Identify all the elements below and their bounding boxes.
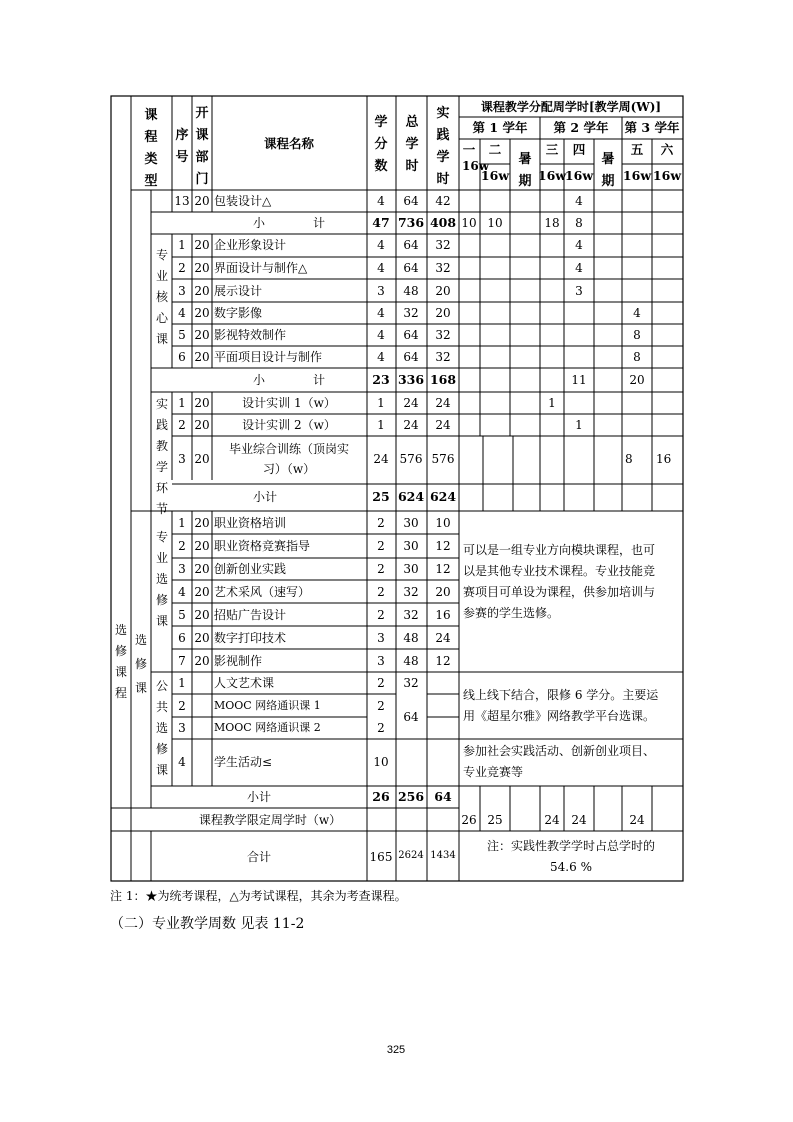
credits-cell: 24 xyxy=(373,452,389,466)
total-cell: 24 xyxy=(403,418,419,432)
total-cell: 48 xyxy=(403,654,419,668)
subtotal-total: 736 xyxy=(397,215,425,230)
total-cell: 30 xyxy=(403,562,419,576)
grand-total-note-line1: 注：实践性教学学时占总学时的 xyxy=(486,839,656,853)
subtotal-label: 小 计 xyxy=(252,216,326,230)
seq-cell: 7 xyxy=(178,654,186,668)
dept-cell: 20 xyxy=(194,539,210,553)
subtotal-label: 小 计 xyxy=(252,373,326,387)
total-cell: 64 xyxy=(403,350,419,364)
practice-cell: 576 xyxy=(431,452,455,466)
subtotal-sem5: 20 xyxy=(629,373,645,387)
credits-cell: 2 xyxy=(377,608,385,622)
subtotal-total: 624 xyxy=(397,489,425,504)
dept-cell: 20 xyxy=(194,306,210,320)
dept-cell: 20 xyxy=(194,194,210,208)
total-cell: 64 xyxy=(403,328,419,342)
page-number: 325 xyxy=(386,1044,406,1056)
subtotal-practice: 624 xyxy=(429,489,457,504)
practice-cell: 20 xyxy=(435,306,451,320)
dept-cell: 20 xyxy=(194,238,210,252)
dept-cell: 20 xyxy=(194,350,210,364)
course-name-cell: 数字影像 xyxy=(214,306,263,320)
course-name-cell: 人文艺术课 xyxy=(214,676,275,690)
header-total-hours: 总学时 xyxy=(405,115,419,174)
subtotal-total: 256 xyxy=(397,789,425,804)
practice-cell: 32 xyxy=(435,261,451,275)
note-line: 专业竞赛等 xyxy=(463,765,524,779)
credits-cell: 4 xyxy=(377,194,385,208)
activity-note xyxy=(463,741,655,783)
practice-cell: 24 xyxy=(435,418,451,432)
subtotal-label: 小计 xyxy=(252,490,278,504)
credits-cell: 3 xyxy=(377,284,385,298)
subtotal-practice: 408 xyxy=(429,215,457,230)
course-name-cell: 艺术采风（速写） xyxy=(214,585,311,599)
total-cell: 64 xyxy=(403,194,419,208)
credits-cell: 2 xyxy=(377,539,385,553)
credits-cell: 3 xyxy=(377,654,385,668)
seq-cell: 4 xyxy=(178,755,186,769)
subtotal-sem3: 18 xyxy=(544,216,560,230)
practice-cell: 12 xyxy=(435,539,451,553)
sem5-cell: 4 xyxy=(633,306,641,320)
sem3-cell: 1 xyxy=(548,396,556,410)
seq-cell: 3 xyxy=(178,562,186,576)
total-cell: 32 xyxy=(403,585,419,599)
course-name-cell: 影视特效制作 xyxy=(214,328,287,342)
practice-cell: 32 xyxy=(435,328,451,342)
course-name-cell: 设计实训 1（w） xyxy=(242,396,336,410)
seq-cell: 4 xyxy=(178,585,186,599)
seq-cell: 3 xyxy=(178,721,186,735)
seq-cell: 3 xyxy=(178,284,186,298)
dept-cell: 20 xyxy=(194,585,210,599)
seq-cell: 1 xyxy=(178,676,186,690)
footnote: 注 1：★为统考课程，△为考试课程，其余为考查课程。 xyxy=(110,889,407,903)
total-cell: 48 xyxy=(403,631,419,645)
credits-cell: 4 xyxy=(377,238,385,252)
note-line: 以是其他专业技术课程。专业技能竞 xyxy=(463,564,656,578)
practice-cell: 42 xyxy=(435,194,451,208)
practice-cell: 10 xyxy=(435,516,451,530)
course-name-cell: 设计实训 2（w） xyxy=(242,418,336,432)
header-sem-6: 六 xyxy=(660,142,674,157)
header-weeks-sem-5: 16w xyxy=(622,168,652,183)
header-vacation-2: 暑期 xyxy=(601,152,615,189)
grand-total-note-line2: 54.6 % xyxy=(550,860,592,874)
limit-sem2: 25 xyxy=(487,813,503,827)
header-credits: 学分数 xyxy=(374,115,388,174)
seq-cell: 1 xyxy=(178,396,186,410)
dept-cell: 20 xyxy=(194,452,210,466)
header-course-type: 课程类型 xyxy=(144,108,158,189)
subtotal-credits: 26 xyxy=(372,789,390,804)
pro-elective-group-label: 专业选修课 xyxy=(155,530,168,628)
header-weeks-sem-2: 16w xyxy=(480,168,510,183)
header-course-name: 课程名称 xyxy=(263,136,315,151)
header-weeks-sem-4: 16w xyxy=(564,168,594,183)
seq-cell: 13 xyxy=(174,194,190,208)
header-allocation-title: 课程教学分配周学时[教学周(W)] xyxy=(480,100,662,114)
seq-cell: 3 xyxy=(178,452,186,466)
course-name-cell: MOOC 网络通识课 1 xyxy=(214,699,321,712)
header-vacation-1: 暑期 xyxy=(518,152,532,189)
header-sem-1: 一 xyxy=(462,142,476,157)
note-line: 用《超星尔雅》网络教学平台选课。 xyxy=(463,709,656,723)
sem5-cell: 8 xyxy=(633,328,641,342)
course-name-cell: 界面设计与制作△ xyxy=(214,261,308,275)
course-name-cell: 数字打印技术 xyxy=(214,631,287,645)
grand-total-credits: 165 xyxy=(369,850,393,864)
practice-group-label: 实践教学环节 xyxy=(155,397,168,516)
note-line: 线上线下结合，限修 6 学分。主要运 xyxy=(463,688,659,702)
total-cell: 30 xyxy=(403,516,419,530)
total-cell: 48 xyxy=(403,284,419,298)
header-weeks-sem-1: 16w xyxy=(462,159,490,173)
credits-cell: 4 xyxy=(377,328,385,342)
dept-cell: 20 xyxy=(194,631,210,645)
merged-total-cell: 64 xyxy=(403,710,419,724)
course-name-cell: 展示设计 xyxy=(214,284,263,298)
core-group-label: 专业核心课 xyxy=(155,248,168,346)
note-line: 可以是一组专业方向模块课程，也可 xyxy=(463,543,656,557)
header-weeks-sem-3: 16w xyxy=(537,168,567,183)
header-sem-3: 三 xyxy=(545,142,559,157)
subtotal-sem4: 8 xyxy=(575,216,583,230)
total-cell: 576 xyxy=(399,452,423,466)
seq-cell: 2 xyxy=(178,699,186,713)
total-cell: 24 xyxy=(403,396,419,410)
total-cell: 64 xyxy=(403,261,419,275)
header-practice-hours: 实践学时 xyxy=(436,106,450,187)
seq-cell: 4 xyxy=(178,306,186,320)
dept-cell: 20 xyxy=(194,261,210,275)
practice-cell: 32 xyxy=(435,238,451,252)
total-cell: 64 xyxy=(403,238,419,252)
subtotal-label: 小计 xyxy=(246,790,272,804)
subtotal-credits: 23 xyxy=(372,372,390,387)
seq-cell: 5 xyxy=(178,328,186,342)
public-elective-group-label: 公共选修课 xyxy=(155,679,168,777)
seq-cell: 2 xyxy=(178,539,186,553)
grand-total-label: 合计 xyxy=(246,850,272,864)
seq-cell: 2 xyxy=(178,261,186,275)
subtotal-credits: 25 xyxy=(372,489,390,504)
practice-cell: 20 xyxy=(435,585,451,599)
dept-cell: 20 xyxy=(194,418,210,432)
elective-group-label: 选修课程 xyxy=(114,623,127,700)
header-dept: 开课部门 xyxy=(195,106,209,187)
total-cell: 30 xyxy=(403,539,419,553)
dept-cell: 20 xyxy=(194,562,210,576)
pro-elective-note xyxy=(463,540,655,624)
subtotal-sem1: 10 xyxy=(461,216,477,230)
course-name-cell-line1: 毕业综合训练（顶岗实 xyxy=(228,442,350,456)
dept-cell: 20 xyxy=(194,328,210,342)
course-name-cell: 创新创业实践 xyxy=(214,562,287,576)
seq-cell: 6 xyxy=(178,631,186,645)
sem4-cell: 4 xyxy=(575,194,583,208)
course-name-cell: 企业形象设计 xyxy=(214,238,287,252)
credits-cell: 2 xyxy=(377,676,385,690)
header-seq: 序号 xyxy=(175,128,189,165)
header-sem-4: 四 xyxy=(572,142,586,157)
section-heading: （二）专业教学周数 见表 11-2 xyxy=(110,916,305,932)
credits-cell: 2 xyxy=(377,585,385,599)
total-cell: 32 xyxy=(403,306,419,320)
subtotal-credits: 47 xyxy=(372,215,390,230)
credits-cell: 4 xyxy=(377,306,385,320)
sem5-cell: 8 xyxy=(625,452,633,466)
credits-cell: 4 xyxy=(377,261,385,275)
header-sem-2: 二 xyxy=(488,142,502,157)
note-line: 参加社会实践活动、创新创业项目、 xyxy=(463,744,656,758)
note-line: 参赛的学生选修。 xyxy=(463,606,560,620)
seq-cell: 1 xyxy=(178,516,186,530)
elective-sub-label: 选修课 xyxy=(134,633,147,695)
limit-sem1: 26 xyxy=(461,813,477,827)
course-name-cell: MOOC 网络通识课 2 xyxy=(214,721,321,734)
course-name-cell: 平面项目设计与制作 xyxy=(214,350,323,364)
practice-cell: 32 xyxy=(435,350,451,364)
course-name-cell-line2: 习）（w） xyxy=(262,462,316,476)
grand-total-hours: 2624 xyxy=(398,850,424,861)
course-name-cell: 招贴广告设计 xyxy=(214,608,287,622)
grand-total-practice: 1434 xyxy=(430,850,456,861)
credits-cell: 1 xyxy=(377,418,385,432)
subtotal-total: 336 xyxy=(397,372,425,387)
practice-cell: 12 xyxy=(435,654,451,668)
header-sem-5: 五 xyxy=(630,142,644,157)
practice-cell: 20 xyxy=(435,284,451,298)
course-name-cell: 职业资格培训 xyxy=(214,516,287,530)
practice-cell: 16 xyxy=(435,608,451,622)
course-name-cell: 职业资格竞赛指导 xyxy=(214,539,311,553)
sem4-cell: 1 xyxy=(575,418,583,432)
total-cell: 32 xyxy=(403,676,419,690)
course-name-cell: 学生活动≤ xyxy=(214,755,273,769)
credits-cell: 2 xyxy=(377,516,385,530)
course-name-cell: 包装设计△ xyxy=(214,194,272,208)
credits-cell: 4 xyxy=(377,350,385,364)
subtotal-sem2: 10 xyxy=(487,216,503,230)
header-year-1: 第 1 学年 xyxy=(472,120,528,135)
dept-cell: 20 xyxy=(194,516,210,530)
credits-cell: 2 xyxy=(377,721,385,735)
header-weeks-sem-6: 16w xyxy=(652,168,682,183)
limit-sem5: 24 xyxy=(629,813,645,827)
header-year-3: 第 3 学年 xyxy=(624,120,680,135)
note-line: 赛项目可单设为课程，供参加培训与 xyxy=(463,585,656,599)
limit-sem4: 24 xyxy=(571,813,587,827)
sem5-cell: 8 xyxy=(633,350,641,364)
credits-cell: 2 xyxy=(377,699,385,713)
seq-cell: 1 xyxy=(178,238,186,252)
credits-cell: 2 xyxy=(377,562,385,576)
practice-cell: 12 xyxy=(435,562,451,576)
seq-cell: 6 xyxy=(178,350,186,364)
dept-cell: 20 xyxy=(194,608,210,622)
dept-cell: 20 xyxy=(194,284,210,298)
credits-cell: 10 xyxy=(373,755,389,769)
public-elective-note xyxy=(463,685,658,727)
total-cell: 32 xyxy=(403,608,419,622)
credits-cell: 1 xyxy=(377,396,385,410)
weekly-limit-label: 课程教学限定周学时（w） xyxy=(198,813,342,827)
subtotal-practice: 64 xyxy=(434,789,452,804)
subtotal-practice: 168 xyxy=(429,372,457,387)
seq-cell: 5 xyxy=(178,608,186,622)
practice-cell: 24 xyxy=(435,396,451,410)
seq-cell: 2 xyxy=(178,418,186,432)
course-name-cell: 影视制作 xyxy=(214,654,263,668)
dept-cell: 20 xyxy=(194,654,210,668)
sem6-cell: 16 xyxy=(656,452,672,466)
practice-cell: 24 xyxy=(435,631,451,645)
limit-sem3: 24 xyxy=(544,813,560,827)
subtotal-sem4: 11 xyxy=(571,373,587,387)
sem4-cell: 4 xyxy=(575,238,583,252)
header-year-2: 第 2 学年 xyxy=(553,120,609,135)
credits-cell: 3 xyxy=(377,631,385,645)
sem4-cell: 4 xyxy=(575,261,583,275)
sem4-cell: 3 xyxy=(575,284,583,298)
dept-cell: 20 xyxy=(194,396,210,410)
